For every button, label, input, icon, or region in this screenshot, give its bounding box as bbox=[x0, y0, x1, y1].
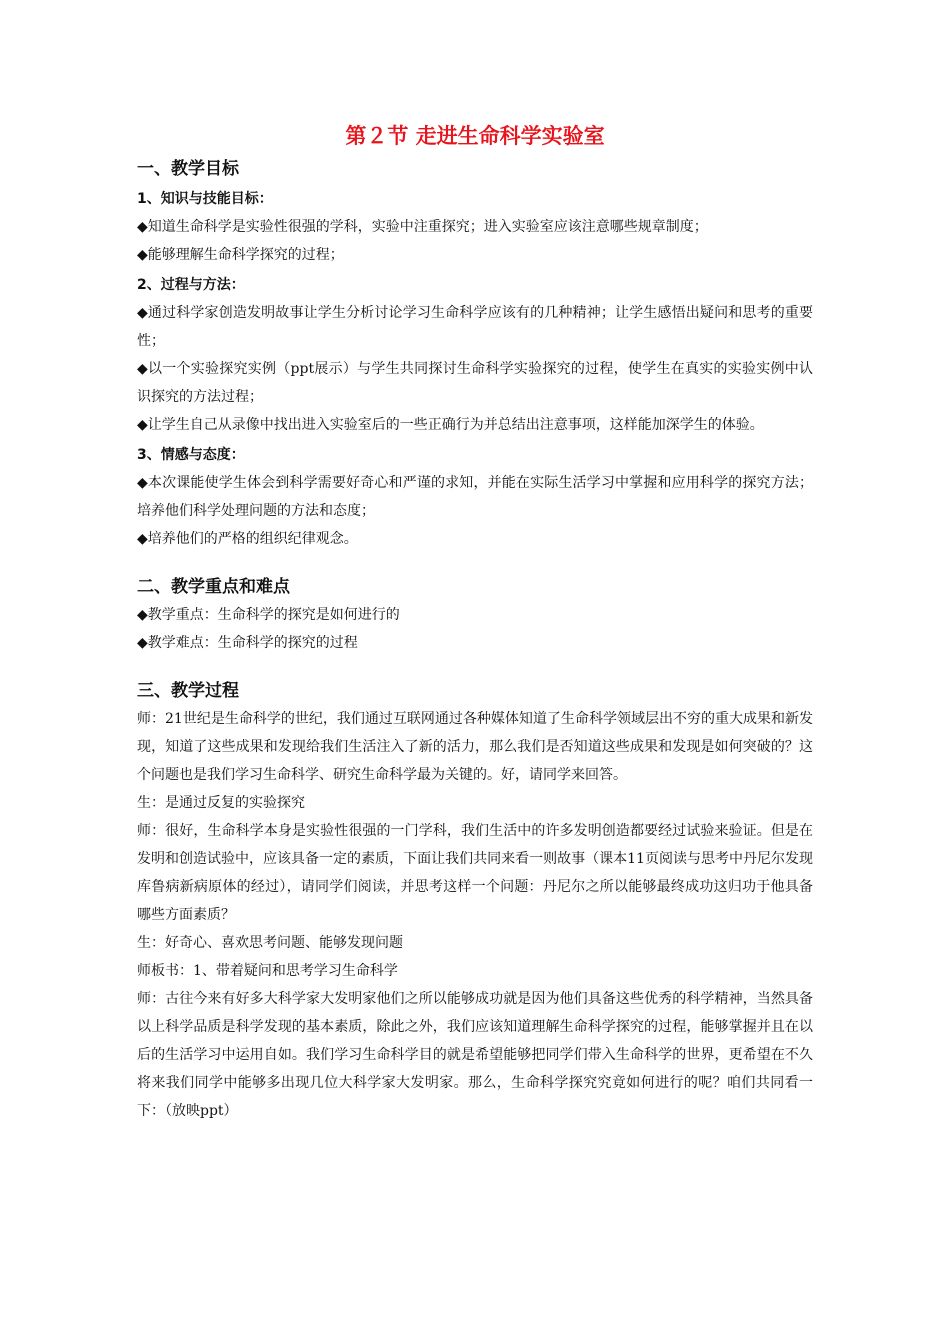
key-points-list bbox=[137, 601, 813, 657]
list-item: ◆本次课能使学生体会到科学需要好奇心和严谨的求知，并能在实际生活学习中掌握和应用科学的探究方法；培养他们科学处理问题的方法和态度； bbox=[137, 475, 813, 519]
section-heading-key-points: 二、教学重点和难点 bbox=[137, 577, 290, 597]
dialogue-paragraph: 师板书：1、带着疑问和思考学习生命科学 bbox=[137, 963, 398, 979]
dialogue-paragraph: 师：很好，生命科学本身是实验性很强的一门学科，我们生活中的许多发明创造都要经过试验来验证。但是在发明和创造试验中，应该具备一定的素质，下面让我们共同来看一则故事（课本11页阅读与思考中丹尼尔发现库鲁病新病原体的经过），请同学们阅读，并思考这样一个问题：丹尼尔之所以能够最终成功这归功于他具备哪些方面素质？ bbox=[137, 823, 813, 923]
list-item: ◆能够理解生命科学探究的过程； bbox=[137, 247, 344, 263]
dialogue-paragraph: 师：古往今来有好多大科学家大发明家他们之所以能够成功就是因为他们具备这些优秀的科学精神，当然具备以上科学品质是科学发现的基本素质，除此之外，我们应该知道理解生命科学探究的过程，能够掌握并且在以后的生活学习中运用自如。我们学习生命科学目的就是希望能够把同学们带入生命科学的世界，更希望在不久将来我们同学中能够多出现几位大科学家大发明家。那么，生命科学探究究竟如何进行的呢？咱们共同看一下：（放映ppt） bbox=[137, 991, 813, 1119]
list-item: ◆以一个实验探究实例（ppt展示）与学生共同探讨生命科学实验探究的过程，使学生在真实的实验实例中认识探究的方法过程； bbox=[137, 361, 813, 405]
list-item: ◆教学难点：生命科学的探究的过程 bbox=[137, 635, 358, 651]
section-heading-teaching-process: 三、教学过程 bbox=[137, 681, 239, 701]
list-item: ◆培养他们的严格的组织纪律观念。 bbox=[137, 531, 358, 547]
subsection-heading-knowledge: 1、知识与技能目标： bbox=[137, 191, 273, 207]
page-title: 第２节 走进生命科学实验室 bbox=[345, 124, 605, 148]
dialogue-paragraph: 生：好奇心、喜欢思考问题、能够发现问题 bbox=[137, 935, 403, 951]
subsection-heading-process: 2、过程与方法： bbox=[137, 277, 245, 293]
teaching-process-body bbox=[137, 705, 813, 1125]
subsection-heading-attitude: 3、情感与态度： bbox=[137, 447, 245, 463]
process-list bbox=[137, 299, 813, 439]
section-heading-objectives: 一、教学目标 bbox=[137, 159, 239, 179]
list-item: ◆知道生命科学是实验性很强的学科，实验中注重探究；进入实验室应该注意哪些规章制度； bbox=[137, 219, 708, 235]
list-item: ◆教学重点：生命科学的探究是如何进行的 bbox=[137, 607, 400, 623]
list-item: ◆通过科学家创造发明故事让学生分析讨论学习生命科学应该有的几种精神；让学生感悟出疑问和思考的重要性； bbox=[137, 305, 813, 349]
dialogue-paragraph: 生：是通过反复的实验探究 bbox=[137, 795, 305, 811]
document-body bbox=[137, 155, 813, 1125]
attitude-list bbox=[137, 469, 813, 553]
dialogue-paragraph: 师：21世纪是生命科学的世纪，我们通过互联网通过各种媒体知道了生命科学领域层出不穷的重大成果和新发现，知道了这些成果和发现给我们生活注入了新的活力，那么我们是否知道这些成果和发现是如何突破的？这个问题也是我们学习生命科学、研究生命科学最为关键的。好，请同学来回答。 bbox=[137, 711, 813, 783]
list-item: ◆让学生自己从录像中找出进入实验室后的一些正确行为并总结出注意事项，这样能加深学生的体验。 bbox=[137, 417, 764, 433]
knowledge-list bbox=[137, 213, 813, 269]
